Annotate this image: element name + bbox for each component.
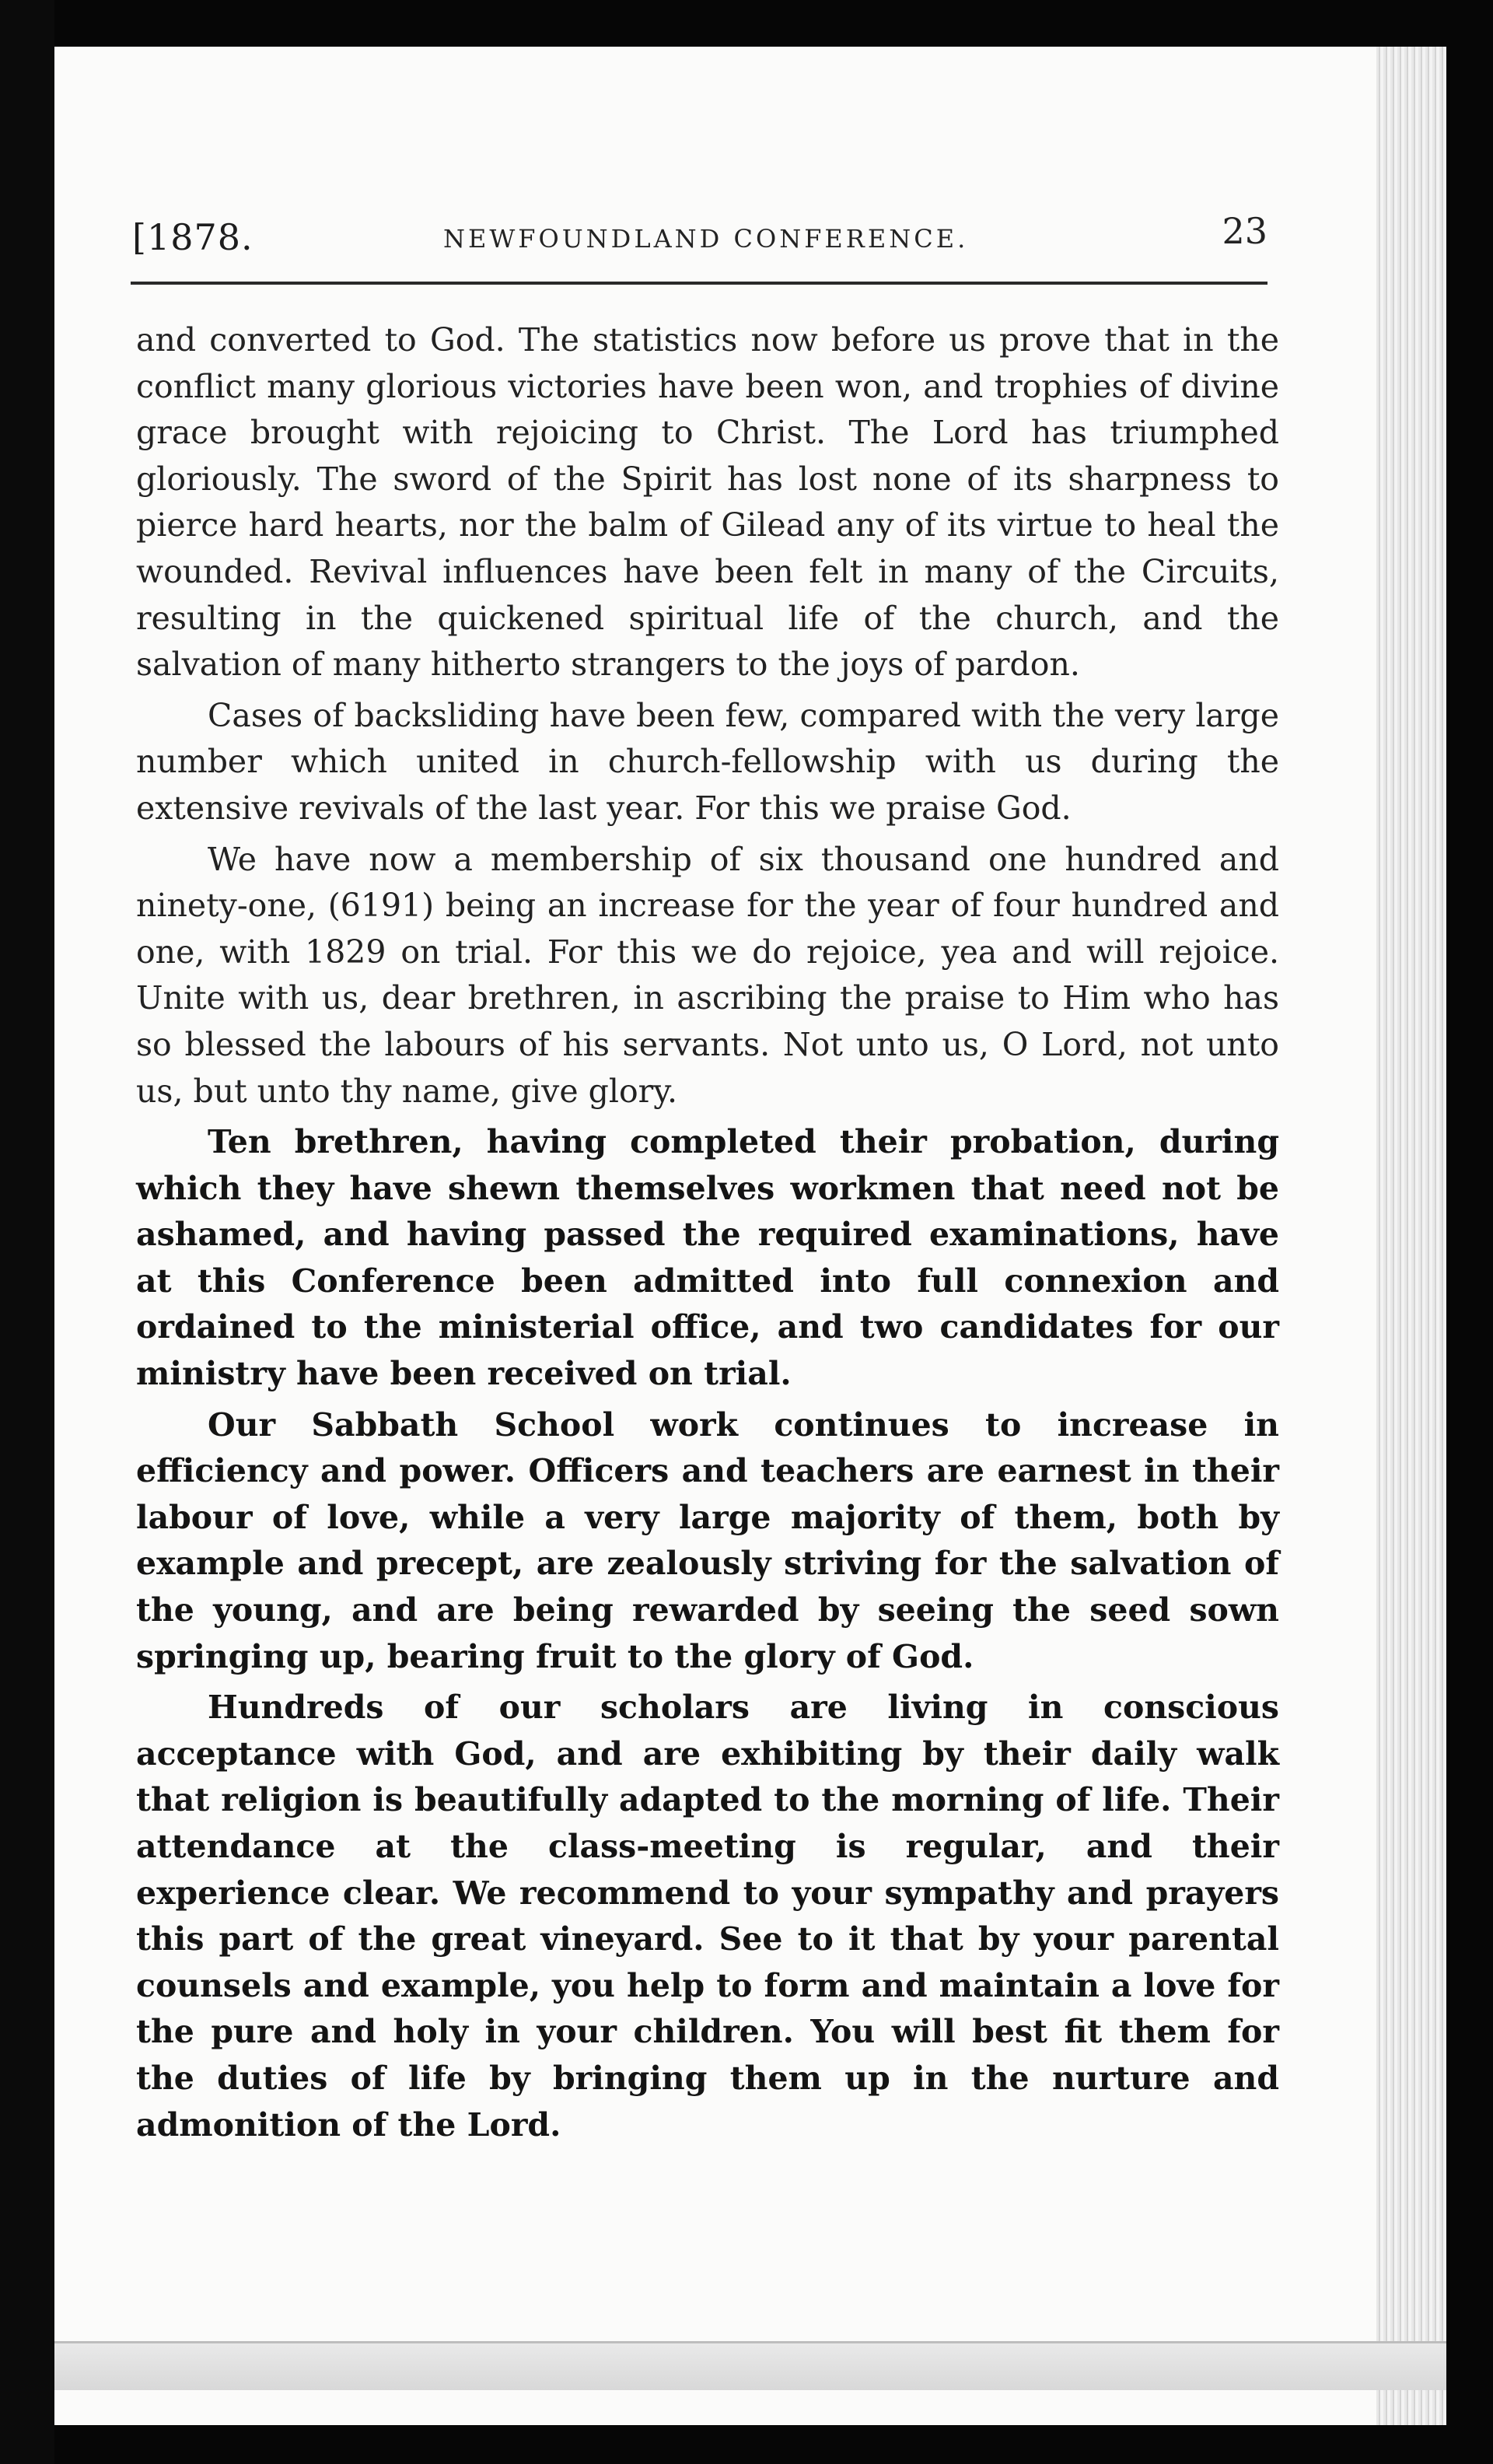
paragraph-1: and converted to God. The statistics now before us prove that in the conflict many glorious victories have been won, and trophies of divine grace brought with rejoicing to Christ. The Lord has triumphed gloriously. The sword of the Spirit has lost none of its sharpness to pierce hard hearts, nor the balm of Gilead any of its virtue to heal the wounded. Revival influences have been felt in many of the Circuits, resulting in the quickened spiritual life of the church, and the salvation of many hitherto strangers to the joys of pardon. (136, 321, 1279, 684)
page-edge-shadow (1376, 47, 1446, 2425)
paragraph-4: Ten brethren, having completed their probation, during which they have shewn themselves workmen that need not be ashamed, and having passed the required examinations, have at this Conference been admitted into full connexion and ordained to the ministerial office, and two candidates for our ministry have been received on trial. (136, 1123, 1279, 1393)
header-year: [1878. (132, 216, 253, 258)
paragraph-3: We have now a membership of six thousand one hundred and ninety-one, (6191) being an increase for the year of four hundred and one, with 1829 on trial. For this we do rejoice, yea and will rejoice. Unite with us, dear brethren, in ascribing the praise to Him who has so blessed the labours of his servants. Not unto us, O Lord, not unto us, but unto thy name, give glory. (136, 840, 1279, 1110)
header-rule (131, 282, 1267, 285)
paragraph-5: Our Sabbath School work continues to increase in efficiency and power. Officers and teachers are earnest in their labour of love, while a very large majority of them, both by example and precept, are zealously striving for the salvation of the young, and are being rewarded by seeing the seed sown springing up, bearing fruit to the glory of God. (136, 1405, 1279, 1675)
paragraph-6: Hundreds of our scholars are living in conscious acceptance with God, and are exhibiting by their daily walk that religion is beautifully adapted to the morning of life. Their attendance at the class-meeting is regular, and their experience clear. We recommend to your sympathy and prayers this part of the great vineyard. See to it that by your parental counsels and example, you help to form and maintain a love for the pure and holy in your children. You will best fit them for the duties of life by bringing them up in the nurture and admonition of the Lord. (136, 1689, 1279, 2144)
body-text (136, 317, 1279, 2153)
header-title: NEWFOUNDLAND CONFERENCE. (443, 224, 969, 254)
page-bottom-edge (54, 2341, 1446, 2390)
page-number: 23 (1222, 210, 1267, 252)
running-head (132, 210, 1267, 271)
scan-border-left (0, 0, 54, 2464)
paragraph-2: Cases of backsliding have been few, compared with the very large number which united in church-fellowship with us during the extensive revivals of the last year. For this we praise God. (136, 696, 1279, 827)
